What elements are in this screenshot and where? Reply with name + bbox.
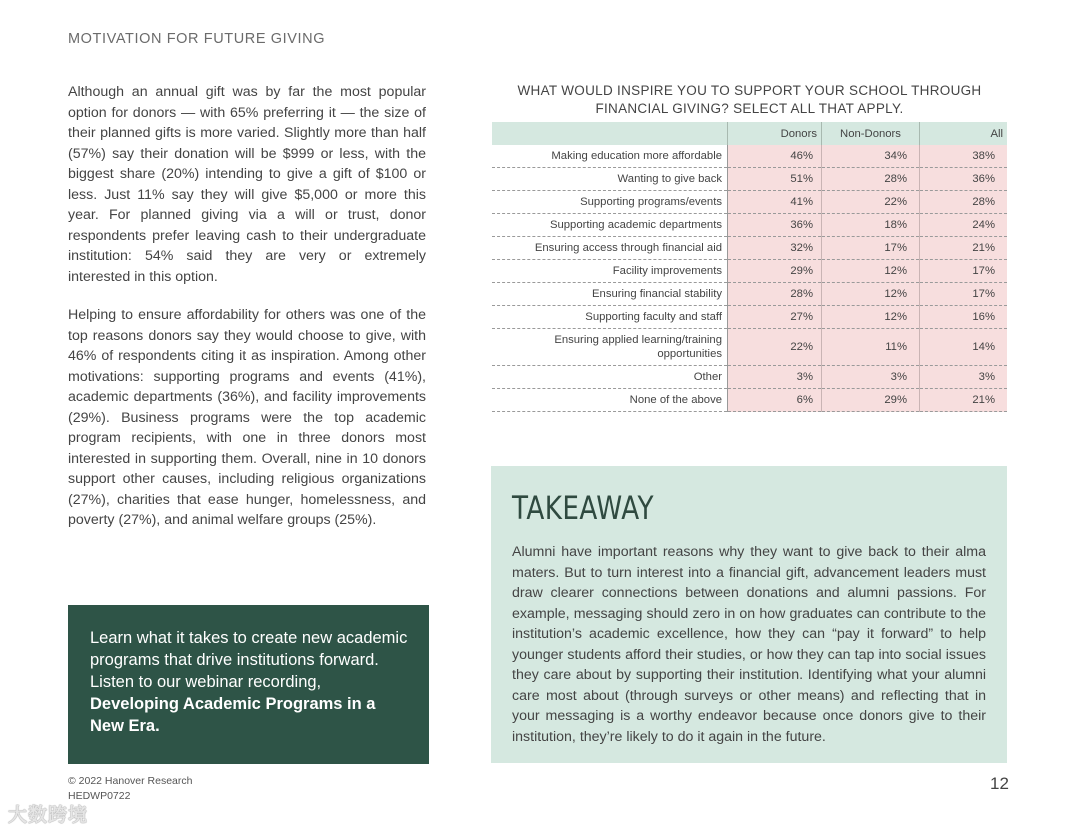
- all-value: 16%: [920, 306, 1008, 329]
- watermark-logo: 大数跨境: [8, 805, 89, 826]
- webinar-link[interactable]: Developing Academic Programs in a New Era.: [90, 695, 376, 735]
- all-value: 24%: [920, 214, 1008, 237]
- all-value: 14%: [920, 329, 1008, 366]
- document-code: HEDWP0722: [68, 790, 131, 802]
- donors-value: 41%: [728, 191, 822, 214]
- takeaway-title: TAKEAWAY: [512, 489, 654, 527]
- paragraph-1: Although an annual gift was by far the most popular option for donors — with 65% preferring it — the size of their planned gifts is more varied. Slightly more than half (57%) say their donation will be $999 or less, with the biggest share (20%) intending to give a gift of $100 or less. Just 11% say they will give $5,000 or more this year. For planned giving via a will or trust, donor respondents prefer leaving cash to their undergraduate institution: 54% said they are very or extremely interested in this option.: [68, 84, 426, 285]
- body-text: [68, 82, 426, 549]
- header-non-donors: Non-Donors: [822, 122, 920, 145]
- all-value: 21%: [920, 389, 1008, 412]
- donors-value: 36%: [728, 214, 822, 237]
- non-donors-value: 17%: [822, 237, 920, 260]
- table-row: [492, 214, 1007, 237]
- row-label: Ensuring applied learning/training opportunities: [492, 329, 728, 366]
- donors-value: 28%: [728, 283, 822, 306]
- table-row: [492, 283, 1007, 306]
- donors-value: 3%: [728, 366, 822, 389]
- takeaway-box: [491, 466, 1007, 763]
- row-label: Supporting academic departments: [492, 214, 728, 237]
- header-all: All: [920, 122, 1008, 145]
- all-value: 21%: [920, 237, 1008, 260]
- row-label: Supporting programs/events: [492, 191, 728, 214]
- row-label: Wanting to give back: [492, 168, 728, 191]
- non-donors-value: 34%: [822, 145, 920, 168]
- non-donors-value: 11%: [822, 329, 920, 366]
- takeaway-body: Alumni have important reasons why they want to give back to their alma maters. But to turn interest into a financial gift, advancement leaders must draw clearer connections between donations and alumni passions. For example, messaging should zero in on how graduates can contribute to the institution’s academic excellence, how they can “pay it forward” to help younger students afford their studies, or how they can tap into social issues they care about by supporting their institution. Identifying what your alumni care most about (through surveys or other means) and reflecting that in your messaging is a worthy endeavor because once donors give to their institution, they’re likely to do it again in the future.: [512, 544, 986, 745]
- table-row: [492, 389, 1007, 412]
- table-row: [492, 168, 1007, 191]
- table-row: [492, 191, 1007, 214]
- row-label: None of the above: [492, 389, 728, 412]
- page-number: 12: [990, 774, 1009, 793]
- table-title: WHAT WOULD INSPIRE YOU TO SUPPORT YOUR SCHOOL THROUGH FINANCIAL GIVING? SELECT ALL THAT APPLY.: [517, 83, 982, 116]
- donors-value: 32%: [728, 237, 822, 260]
- table-row: [492, 306, 1007, 329]
- row-label: Making education more affordable: [492, 145, 728, 168]
- all-value: 3%: [920, 366, 1008, 389]
- header-label-column: [492, 122, 728, 145]
- non-donors-value: 3%: [822, 366, 920, 389]
- callout-text: Learn what it takes to create new academic programs that drive institutions forward. Listen to our webinar recording,: [90, 629, 408, 691]
- row-label: Ensuring financial stability: [492, 283, 728, 306]
- donors-value: 46%: [728, 145, 822, 168]
- table-header-row: [492, 122, 1007, 145]
- non-donors-value: 18%: [822, 214, 920, 237]
- header-donors: Donors: [728, 122, 822, 145]
- donors-value: 22%: [728, 329, 822, 366]
- non-donors-value: 22%: [822, 191, 920, 214]
- row-label: Facility improvements: [492, 260, 728, 283]
- non-donors-value: 29%: [822, 389, 920, 412]
- non-donors-value: 12%: [822, 283, 920, 306]
- non-donors-value: 12%: [822, 260, 920, 283]
- table-row: [492, 329, 1007, 366]
- table-row: [492, 260, 1007, 283]
- all-value: 17%: [920, 260, 1008, 283]
- table-row: [492, 237, 1007, 260]
- copyright: © 2022 Hanover Research: [68, 775, 193, 787]
- table-row: [492, 366, 1007, 389]
- row-label: Other: [492, 366, 728, 389]
- webinar-callout[interactable]: [68, 605, 429, 764]
- table-row: [492, 145, 1007, 168]
- donors-value: 51%: [728, 168, 822, 191]
- all-value: 28%: [920, 191, 1008, 214]
- all-value: 38%: [920, 145, 1008, 168]
- all-value: 17%: [920, 283, 1008, 306]
- section-title: MOTIVATION FOR FUTURE GIVING: [68, 31, 326, 47]
- donors-value: 27%: [728, 306, 822, 329]
- paragraph-2: Helping to ensure affordability for others was one of the top reasons donors say they would choose to give, with 46% of respondents citing it as inspiration. Among other motivations: supporting programs and events (41%), academic departments (36%), and facility improvements (29%). Business programs were the top academic program recipients, with one in three donors most interested in supporting them. Overall, nine in 10 donors support other causes, including religious organizations (27%), charities that ease hunger, homelessness, and poverty (27%), and animal welfare groups (25%).: [68, 307, 426, 528]
- donors-value: 29%: [728, 260, 822, 283]
- row-label: Ensuring access through financial aid: [492, 237, 728, 260]
- all-value: 36%: [920, 168, 1008, 191]
- non-donors-value: 12%: [822, 306, 920, 329]
- donors-value: 6%: [728, 389, 822, 412]
- survey-table: [492, 122, 1007, 412]
- row-label: Supporting faculty and staff: [492, 306, 728, 329]
- non-donors-value: 28%: [822, 168, 920, 191]
